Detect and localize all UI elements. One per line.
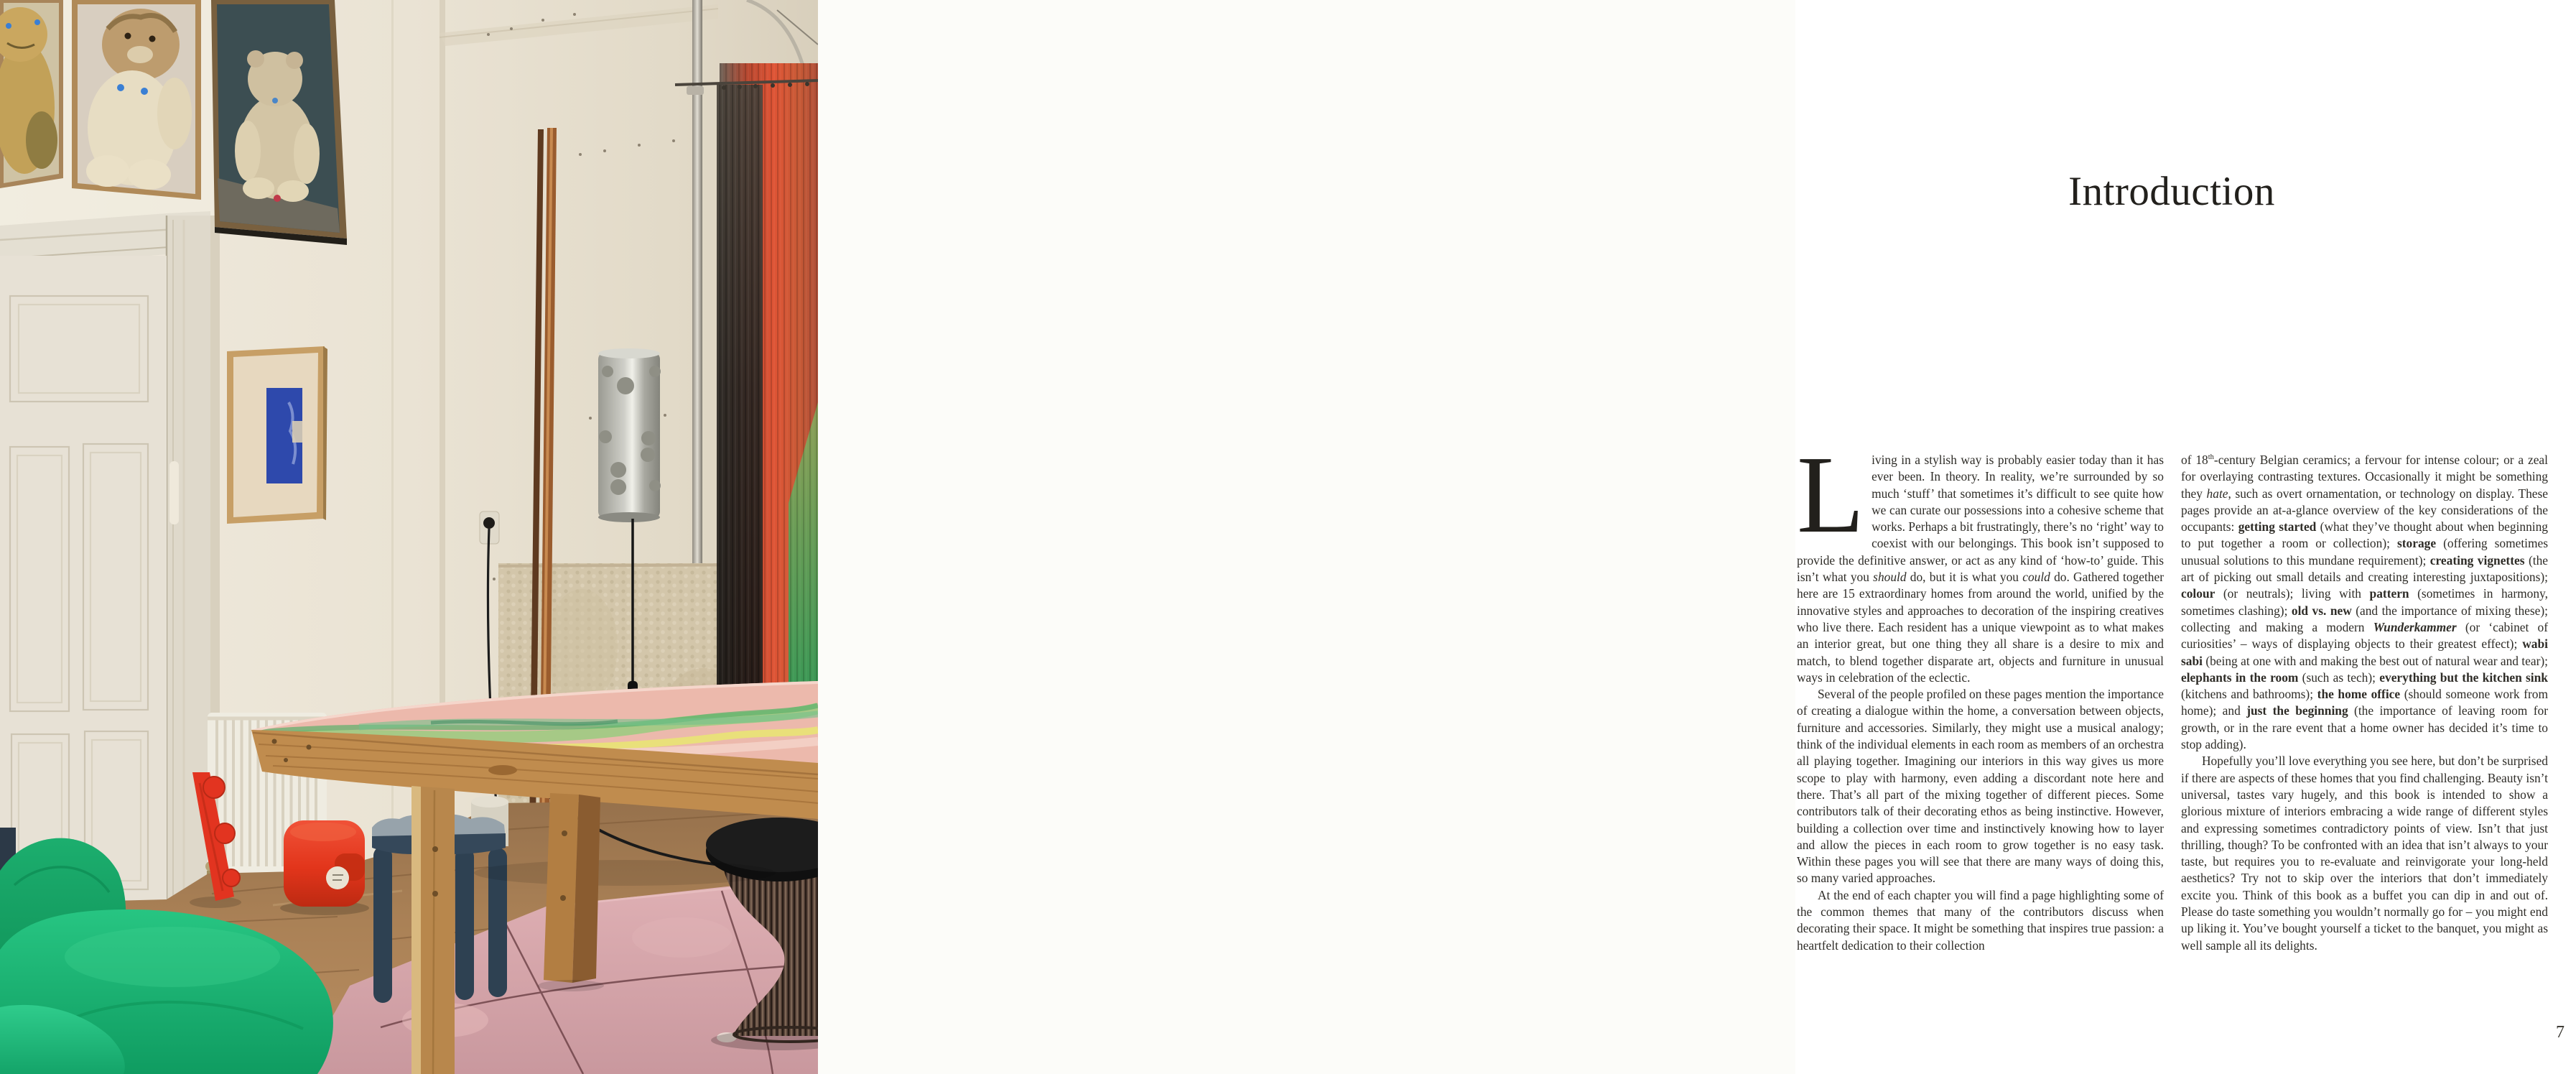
text-segment: (the art of picking out small details and creating interesting juxtapositions); (2181, 552, 2548, 585)
door-latch (169, 461, 179, 524)
text-segment: do. Gathered together here are 15 extraordinary homes from around the world, unified by the innovative styles and approaches to decoration of the inspiring creatives who live there. Each resident has a unique viewpoint as to what makes an interior great, but one thing they all share is a desire to mix and match, to blend together disparate art, objects and furniture in unusual ways in celebration of the eclectic. (1797, 570, 2164, 685)
text-segment: At the end of each chapter you will find a page highlighting some of the common themes that many of the contributors discuss when decorating their space. It might be something that inspires true passion: a heartfelt dedication to their collection (1797, 887, 2164, 953)
door (0, 211, 220, 904)
teddy-photo-frame-1 (0, 0, 63, 188)
text-segment: wabi sabi (2181, 636, 2548, 668)
text-segment: th (2208, 453, 2214, 462)
interior-photo (0, 0, 818, 1074)
text-segment: Several of the people profiled on these pages mention the importance of creating a dialogue within the home, a conversation between objects, furniture and accessories. Similarly, they might use a musical analogy; think of the individual elements in each room as members of an orchestra all playing together. Imagining our interiors in this way gives us more scope to play with harmony, even adding a discordant note here and there. That’s all part of the mixing together of different pieces. Some contributors talk of their decorating ethos as being instinctive. However, building a collection over time and instinctively knowing how to layer and allow the pieces in each room to grow together is no easy task. Within these pages you will see that there are many ways of doing this, so many varied approaches. (1797, 687, 2164, 886)
paragraph (2181, 452, 2548, 753)
text-segment: Hopefully you’ll love everything you see here, but don’t be surprised if there are aspects of these homes that you find challenging. Beauty isn’t universal, tastes vary hugely, and this book is intended to show a glorious mixture of interiors embracing a wide range of different styles and expressing sometimes contradictory points of view. Isn’t that just thrilling, though? To be confronted with an idea that isn’t always to your taste, but requires you to re-evaluate and reinvigorate your long-held aesthetics? Try not to skip over the interiors that don’t immediately excite you. Think of this book as a buffet you can dip in and out of. Please do taste something you wouldn’t normally go for – you might end up liking it. You’ve bought yourself a ticket to the banquet, you might as well sample all its delights. (2181, 754, 2548, 953)
text-segment: of 18 (2181, 453, 2208, 467)
text-segment: colour (2181, 586, 2215, 601)
teddy-photo-frame-2 (72, 0, 201, 200)
text-segment: (sometimes in harmony, sometimes clashing); (2181, 586, 2548, 618)
text-segment: creating vignettes (2429, 552, 2525, 568)
text-segment: , such as overt ornamentation, or technology on display. These pages provide an at-a-glance overview of the key considerations of the occupants: (2181, 486, 2548, 534)
blue-print-frame (227, 346, 327, 524)
text-segment: (or ‘cabinet of curiosities’ – ways of displaying objects to their greatest effect); (2181, 619, 2548, 652)
text-segment: should (1873, 570, 1907, 585)
text-column-left (1797, 434, 2164, 954)
text-segment: (kitchens and bathrooms); (2181, 687, 2317, 702)
text-page (818, 0, 2565, 1074)
text-segment: Wunderkammer (2373, 619, 2457, 634)
text-segment: (offering sometimes unusual solutions to this mundane requirement); (2181, 536, 2548, 568)
text-segment: just the beginning (2246, 703, 2348, 718)
red-pouf (280, 820, 369, 915)
page-number: 7 (2556, 1023, 2565, 1042)
text-segment: (should someone work from home); and (2181, 687, 2548, 718)
paragraph (1797, 686, 2164, 887)
text-segment: storage (2396, 536, 2437, 551)
paragraph (1797, 434, 2164, 686)
text-column-right (2181, 452, 2548, 954)
paragraph (2181, 753, 2548, 954)
text-segment: (the importance of leaving room for growth, or in the rare event that a home owner has decided it’s time to stop adding). (2181, 703, 2548, 752)
text-segment: could (2022, 570, 2050, 585)
text-segment: hate (2206, 486, 2228, 501)
text-segment: iving in a stylish way is probably easier today than it has ever been. In theory. In reality, we’re surrounded by so much ‘stuff’ that sometimes it’s difficult to see quite how we can curate our possessions into a cohesive scheme that works. Perhaps a bit frustratingly, there’s no ‘right’ way to coexist with our belongings. This book isn’t supposed to provide the definitive answer, or act as any kind of ‘how-to’ guide. This isn’t what you (1797, 453, 2164, 585)
text-segment: (such as tech); (2298, 670, 2380, 685)
text-segment: (or neutrals); living with (2215, 586, 2370, 601)
text-segment: old vs. new (2291, 603, 2352, 618)
text-segment: getting started (2238, 519, 2317, 534)
body-columns (1797, 434, 2548, 954)
chapter-title: Introduction (2068, 169, 2275, 215)
paragraph (1797, 887, 2164, 954)
text-segment: do, but it is what you (1906, 570, 2023, 585)
text-segment: everything but the kitchen sink (2379, 670, 2548, 685)
text-segment: the home office (2317, 687, 2401, 702)
text-segment: (what they’ve thought about when beginning to put together a room or collection); (2181, 519, 2548, 551)
interior-photo-illustration (0, 0, 818, 1074)
text-segment: (and the importance of mixing these); collecting and making a modern (2181, 603, 2548, 634)
drop-cap: L (1797, 434, 1865, 556)
text-segment: elephants in the room (2181, 670, 2299, 685)
teddy-photo-frame-3 (211, 0, 347, 245)
text-segment: -century Belgian ceramics; a fervour for intense colour; or a zeal for overlaying contrasting textures. Occasionally it might be something they (2181, 453, 2548, 501)
text-segment: (being at one with and making the best out of natural wear and tear); (2202, 653, 2548, 668)
text-segment: pattern (2369, 586, 2409, 601)
